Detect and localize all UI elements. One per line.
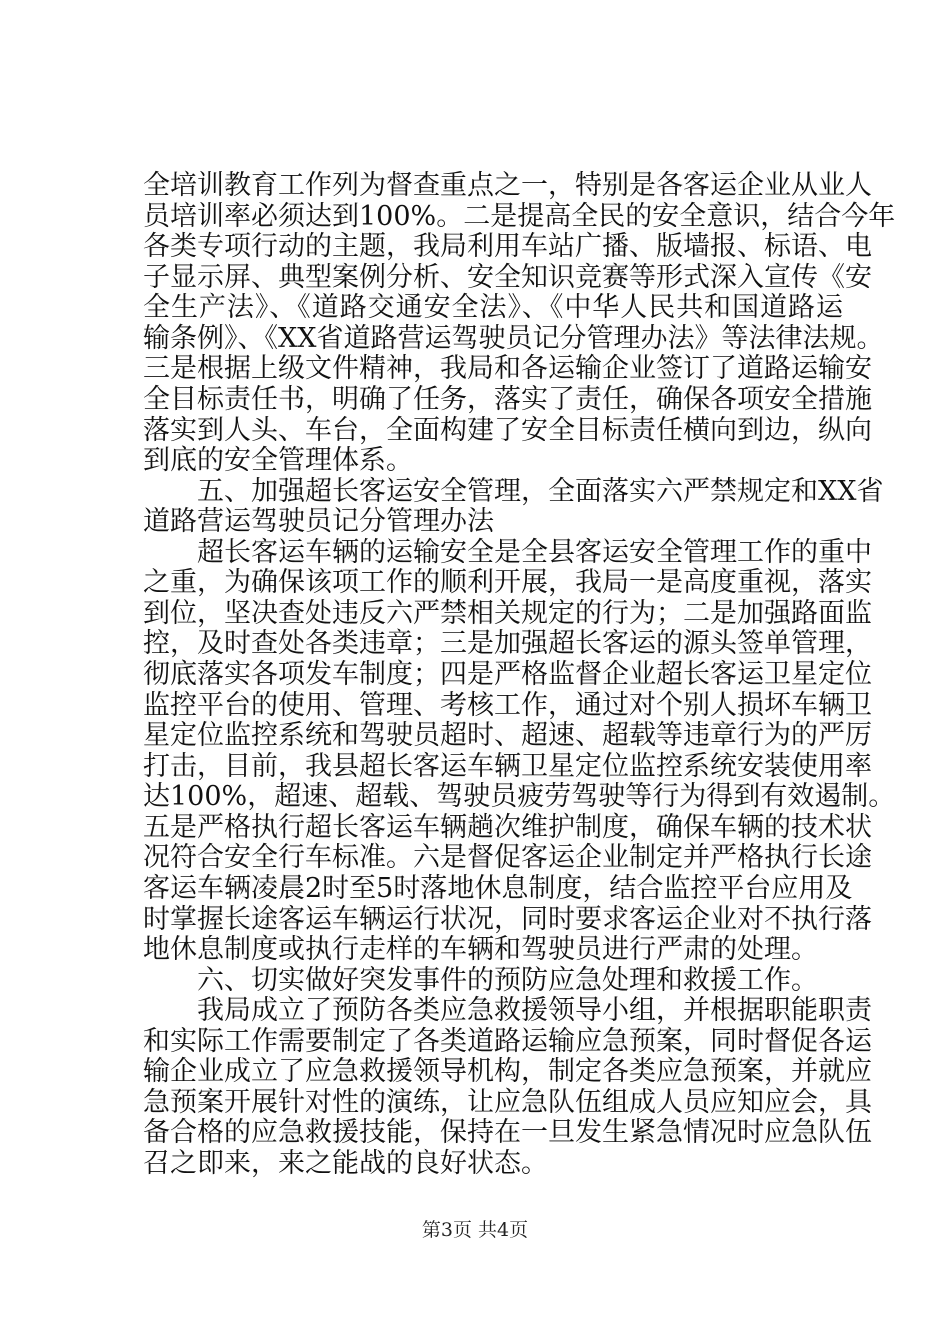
text-line: 我局成立了预防各类应急救援领导小组，并根据职能职责 [143,995,872,1026]
text-line: 召之即来，来之能战的良好状态。 [143,1148,548,1179]
text-line: 彻底落实各项发车制度；四是严格监督企业超长客运卫星定位 [143,659,872,690]
text-line: 到底的安全管理体系。 [143,445,413,476]
text-line: 员培训率必须达到100%。二是提高全民的安全意识，结合今年 [143,201,896,232]
text-line: 达100%，超速、超载、驾驶员疲劳驾驶等行为得到有效遏制。 [143,781,896,812]
text-line: 落实到人头、车台，全面构建了安全目标责任横向到边，纵向 [143,415,872,446]
text-line: 五是严格执行超长客运车辆趟次维护制度，确保车辆的技术状 [143,812,872,843]
section-heading-5-cont: 道路营运驾驶员记分管理办法 [143,506,494,537]
text-line: 星定位监控系统和驾驶员超时、超速、超载等违章行为的严厉 [143,720,872,751]
text-line: 三是根据上级文件精神，我局和各运输企业签订了道路运输安 [143,353,872,384]
text-line: 超长客运车辆的运输安全是全县客运安全管理工作的重中 [143,537,872,568]
text-line: 全生产法》、《道路交通安全法》、《中华人民共和国道路运 [143,292,843,323]
text-line: 输企业成立了应急救援领导机构，制定各类应急预案，并就应 [143,1056,872,1087]
text-line: 急预案开展针对性的演练，让应急队伍组成人员应知应会，具 [143,1087,872,1118]
text-line: 备合格的应急救援技能，保持在一旦发生紧急情况时应急队伍 [143,1117,872,1148]
text-line: 各类专项行动的主题，我局利用车站广播、版墙报、标语、电 [143,231,872,262]
text-line: 时掌握长途客运车辆运行状况，同时要求客运企业对不执行落 [143,904,872,935]
section-heading-5: 五、加强超长客运安全管理，全面落实六严禁规定和XX省 [143,476,884,507]
text-line: 和实际工作需要制定了各类道路运输应急预案，同时督促各运 [143,1026,872,1057]
text-line: 子显示屏、典型案例分析、安全知识竞赛等形式深入宣传《安 [143,262,872,293]
text-line: 监控平台的使用、管理、考核工作，通过对个别人损坏车辆卫 [143,690,872,721]
text-line: 到位，坚决查处违反六严禁相关规定的行为；二是加强路面监 [143,598,872,629]
page-number-footer: 第3页 共4页 [421,1219,529,1241]
text-line: 之重，为确保该项工作的顺利开展，我局一是高度重视，落实 [143,567,872,598]
text-line: 地休息制度或执行走样的车辆和驾驶员进行严肃的处理。 [143,934,818,965]
text-line: 控，及时查处各类违章；三是加强超长客运的源头签单管理， [143,628,872,659]
text-line: 全目标责任书，明确了任务，落实了责任，确保各项安全措施 [143,384,872,415]
text-line: 输条例》、《XX省道路营运驾驶员记分管理办法》等法律法规。 [143,323,884,354]
text-line: 打击，目前，我县超长客运车辆卫星定位监控系统安装使用率 [143,751,872,782]
text-line: 客运车辆凌晨2时至5时落地休息制度，结合监控平台应用及 [143,873,853,904]
text-line: 况符合安全行车标准。六是督促客运企业制定并严格执行长途 [143,842,872,873]
section-heading-6: 六、切实做好突发事件的预防应急处理和救援工作。 [143,965,818,996]
text-line: 全培训教育工作列为督查重点之一，特别是各客运企业从业人 [143,170,872,201]
